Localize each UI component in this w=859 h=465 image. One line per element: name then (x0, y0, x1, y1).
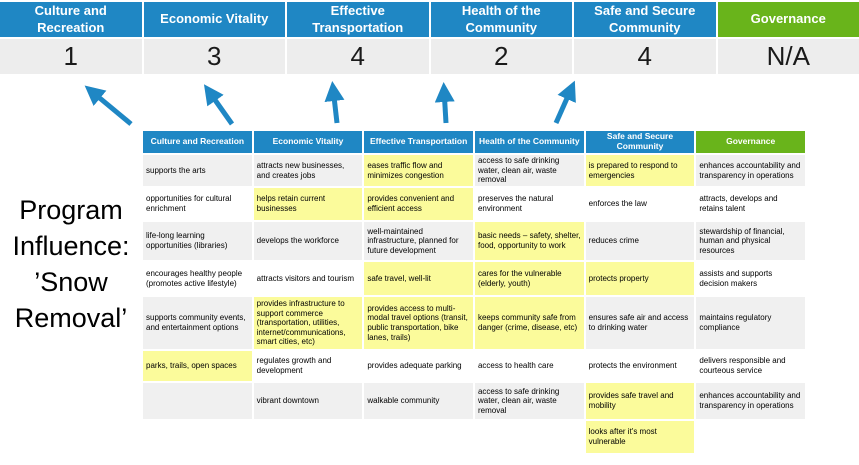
matrix-cell: supports the arts (143, 155, 252, 186)
matrix-cell: life-long learning opportunities (libraries) (143, 222, 252, 260)
category-header-2: Effective Transportation (287, 2, 429, 37)
matrix-cell: attracts, develops and retains talent (696, 188, 805, 220)
matrix-cell: safe travel, well-lit (364, 262, 473, 295)
title-line-2: ’Snow (34, 267, 108, 297)
title-line-0: Program (19, 195, 123, 225)
matrix-cell: attracts new businesses, and creates jobs (254, 155, 363, 186)
matrix-cell: reduces crime (586, 222, 695, 260)
matrix-header-5: Governance (696, 131, 805, 153)
category-header-3: Health of the Community (431, 2, 573, 37)
matrix-cell: provides infrastructure to support commerce (transportation, utilities, internet/communications, smart cities, etc) (254, 297, 363, 349)
matrix-cell: cares for the vulnerable (elderly, youth) (475, 262, 584, 295)
matrix-cell: well-maintained infrastructure, planned for future development (364, 222, 473, 260)
matrix-cell: encourages healthy people (promotes active lifestyle) (143, 262, 252, 295)
matrix-cell: helps retain current businesses (254, 188, 363, 220)
matrix-cell: assists and supports decision makers (696, 262, 805, 295)
matrix-cell: ensures safe air and access to drinking water (586, 297, 695, 349)
matrix-header-3: Health of the Community (475, 131, 584, 153)
matrix-cell: preserves the natural environment (475, 188, 584, 220)
influence-matrix (143, 131, 805, 453)
up-arrow-economic (208, 90, 232, 124)
matrix-cell: provides access to multi-modal travel options (transit, public transportation, bike lanes, trails) (364, 297, 473, 349)
matrix-cell: supports community events, and entertainment options (143, 297, 252, 349)
matrix-cell: enhances accountability and transparency in operations (696, 383, 805, 419)
up-arrow-safe (556, 87, 572, 123)
matrix-cell (143, 383, 252, 419)
matrix-cell: vibrant downtown (254, 383, 363, 419)
matrix-cell: basic needs – safety, shelter, food, opportunity to work (475, 222, 584, 260)
matrix-cell: protects the environment (586, 351, 695, 381)
matrix-cell (254, 421, 363, 453)
matrix-header-2: Effective Transportation (364, 131, 473, 153)
matrix-header-4: Safe and Secure Community (586, 131, 695, 153)
matrix-cell: eases traffic flow and minimizes congestion (364, 155, 473, 186)
matrix-cell: is prepared to respond to emergencies (586, 155, 695, 186)
matrix-header-1: Economic Vitality (254, 131, 363, 153)
score-value-0: 1 (0, 39, 142, 74)
title-line-3: Removal’ (14, 303, 128, 333)
matrix-cell: access to safe drinking water, clean air, waste removal (475, 155, 584, 186)
matrix-cell: attracts visitors and tourism (254, 262, 363, 295)
matrix-cell (143, 421, 252, 453)
program-influence-title (0, 192, 142, 336)
matrix-cell (696, 421, 805, 453)
score-value-2: 4 (287, 39, 429, 74)
matrix-cell: opportunities for cultural enrichment (143, 188, 252, 220)
matrix-cell: keeps community safe from danger (crime, disease, etc) (475, 297, 584, 349)
category-header-1: Economic Vitality (144, 2, 286, 37)
matrix-cell: provides safe travel and mobility (586, 383, 695, 419)
matrix-cell: protects property (586, 262, 695, 295)
category-header-4: Safe and Secure Community (574, 2, 716, 37)
score-value-5: N/A (718, 39, 859, 74)
matrix-cell: stewardship of financial, human and physical resources (696, 222, 805, 260)
up-arrow-transportation (333, 88, 337, 123)
up-arrow-culture (90, 90, 131, 124)
category-header-5: Governance (718, 2, 859, 37)
score-value-4: 4 (574, 39, 716, 74)
matrix-cell: access to safe drinking water, clean air, waste removal (475, 383, 584, 419)
up-arrow-health (444, 89, 446, 123)
matrix-cell: walkable community (364, 383, 473, 419)
matrix-cell: enhances accountability and transparency in operations (696, 155, 805, 186)
matrix-cell: enforces the law (586, 188, 695, 220)
matrix-cell: delivers responsible and courteous service (696, 351, 805, 381)
matrix-cell: parks, trails, open spaces (143, 351, 252, 381)
matrix-cell: maintains regulatory compliance (696, 297, 805, 349)
matrix-cell: access to health care (475, 351, 584, 381)
matrix-cell: looks after it's most vulnerable (586, 421, 695, 453)
arrows-layer (0, 80, 859, 128)
matrix-cell (475, 421, 584, 453)
matrix-cell: provides adequate parking (364, 351, 473, 381)
matrix-cell: develops the workforce (254, 222, 363, 260)
score-value-3: 2 (431, 39, 573, 74)
score-band (0, 2, 859, 74)
matrix-cell (364, 421, 473, 453)
title-line-1: Influence: (12, 231, 130, 261)
matrix-header-0: Culture and Recreation (143, 131, 252, 153)
matrix-cell: provides convenient and efficient access (364, 188, 473, 220)
category-header-0: Culture and Recreation (0, 2, 142, 37)
score-value-1: 3 (144, 39, 286, 74)
matrix-cell: regulates growth and development (254, 351, 363, 381)
